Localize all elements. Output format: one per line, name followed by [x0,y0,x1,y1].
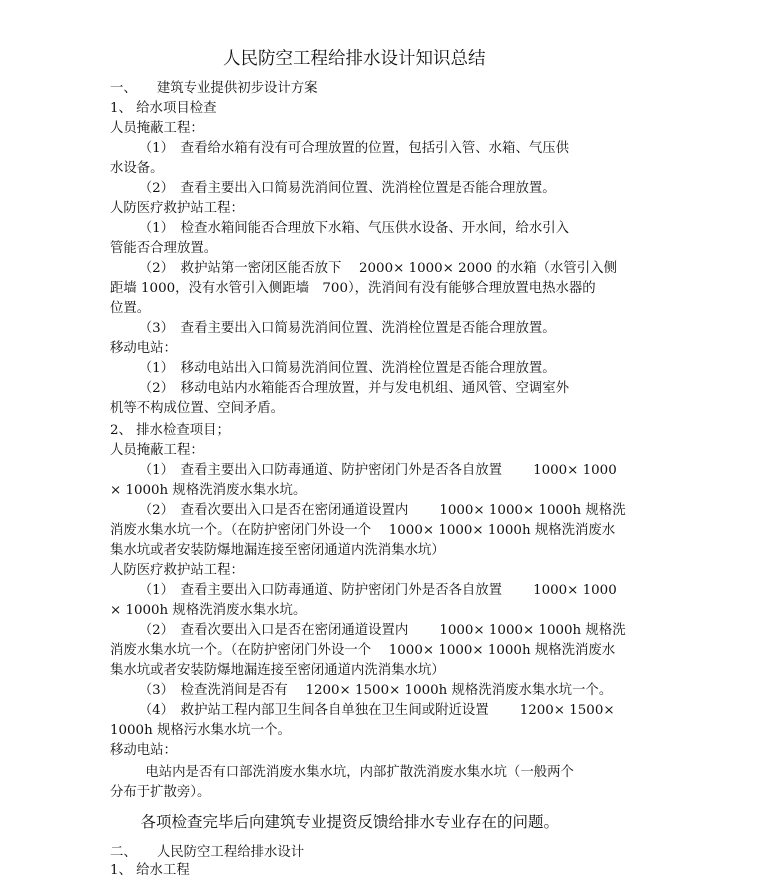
category-label: 人员掩蔽工程： [110,443,204,458]
text-line: （2） 查看次要出入口是否在密闭通道设置内 1000× 1000× 1000h 规格洗 [132,503,626,518]
text-line: （4） 救护站工程内部卫生间各自单独在卫生间或附近设置 1200× 1500× [132,703,615,718]
text-line: 机等不构成位置、空间矛盾。 [110,401,285,416]
text-line: × 1000h 规格洗消废水集水坑。 [110,603,307,618]
text-line: （2） 查看次要出入口是否在密闭通道设置内 1000× 1000× 1000h 规格洗 [132,623,626,638]
text-line: 1000h 规格污水集水坑一个。 [110,723,291,738]
subsection-heading: 1、 给水项目检查 [110,101,217,116]
subsection-heading: 1、 给水工程 [110,863,190,878]
text-line: （1） 查看给水箱有没有可合理放置的位置，包括引入管、水箱、气压供 [132,141,570,156]
text-line: 管能否合理放置。 [110,241,218,256]
text-line: （1） 查看主要出入口防毒通道、防护密闭门外是否各自放置 1000× 1000 [132,463,617,478]
text-line: 消废水集水坑一个。（在防护密闭门外设一个 1000× 1000× 1000h 规格洗消废水 [110,643,616,658]
summary-statement: 各项检查完毕后向建筑专业提资反馈给排水专业存在的问题。 [125,813,560,831]
text-line: 水设备。 [110,161,164,176]
text-line: 距墙 1000，没有水管引入侧距墙 700），洗消间有没有能够合理放置电热水器的 [110,281,596,296]
text-line: （3） 查看主要出入口简易洗消间位置、洗消栓位置是否能合理放置。 [132,321,556,336]
category-label: 人员掩蔽工程： [110,121,204,136]
text-line: （2） 移动电站内水箱能否合理放置，并与发电机组、通风管、空调室外 [132,381,570,396]
text-line: （1） 移动电站出入口简易洗消间位置、洗消栓位置是否能合理放置。 [132,361,556,376]
text-line: （2） 查看主要出入口简易洗消间位置、洗消栓位置是否能合理放置。 [132,181,556,196]
text-line: （3） 检查洗消间是否有 1200× 1500× 1000h 规格洗消废水集水坑一个。 [132,683,613,698]
section-heading: 一、 建筑专业提供初步设计方案 [110,81,318,96]
category-label: 移动电站： [110,743,177,758]
document-title: 人民防空工程给排水设计知识总结 [223,49,486,69]
text-line: × 1000h 规格洗消废水集水坑。 [110,483,307,498]
text-line: 消废水集水坑一个。（在防护密闭门外设一个 1000× 1000× 1000h 规格洗消废水 [110,523,616,538]
text-line: 分布于扩散旁）。 [110,785,211,800]
subsection-heading: 2、 排水检查项目； [110,423,230,438]
text-line: （1） 检查水箱间能否合理放下水箱、气压供水设备、开水间，给水引入 [132,221,570,236]
text-line: （2） 救护站第一密闭区能否放下 2000× 1000× 2000 的水箱（水管引入侧 [132,261,617,276]
text-line: 电站内是否有口部洗消废水集水坑，内部扩散洗消废水集水坑（一般两个 [132,765,574,780]
text-line: 集水坑或者安装防爆地漏连接至密闭通道内洗消集水坑） [110,543,445,558]
text-line: 集水坑或者安装防爆地漏连接至密闭通道内洗消集水坑） [110,663,445,678]
text-line: （1） 查看主要出入口防毒通道、防护密闭门外是否各自放置 1000× 1000 [132,583,617,598]
category-label: 人防医疗救护站工程： [110,563,244,578]
category-label: 移动电站： [110,341,177,356]
section-heading: 二、 人民防空工程给排水设计 [110,845,305,860]
text-line: 位置。 [110,301,151,316]
category-label: 人防医疗救护站工程： [110,201,244,216]
